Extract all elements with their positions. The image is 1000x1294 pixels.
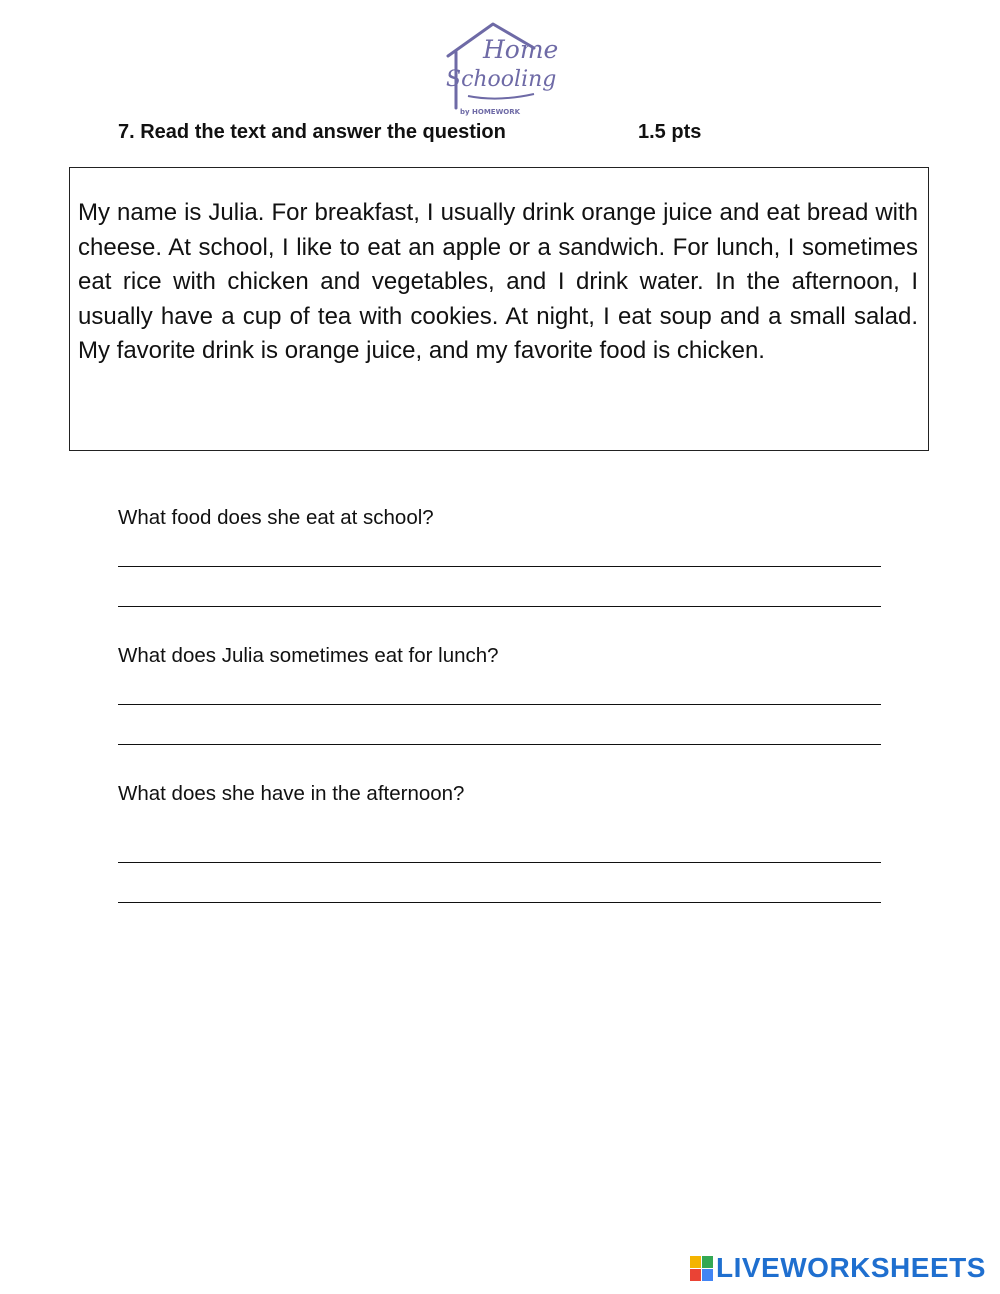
- answer-line-2a[interactable]: [118, 704, 881, 705]
- liveworksheets-logo: [690, 1253, 990, 1285]
- answer-line-2b[interactable]: [118, 744, 881, 745]
- reading-passage: My name is Julia. For breakfast, I usually drink orange juice and eat bread with cheese. At school, I like to eat an apple or a sandwich. For lunch, I sometimes eat rice with chicken and vegetables, and I drink water. In the afternoon, I usually have a cup of tea with cookies. At night, I eat soup and a small salad. My favorite drink is orange juice, and my favorite food is chicken.: [78, 199, 918, 365]
- answer-line-1a[interactable]: [118, 566, 881, 567]
- question-3: What does she have in the afternoon?: [118, 782, 465, 805]
- question-1: What food does she eat at school?: [118, 506, 434, 529]
- exercise-heading: [118, 119, 758, 145]
- answer-line-1b[interactable]: [118, 606, 881, 607]
- exercise-points: 1.5 pts: [638, 121, 702, 143]
- liveworksheets-brand: LIVEWORKSHEETS: [716, 1252, 986, 1283]
- answer-line-3b[interactable]: [118, 902, 881, 903]
- question-2: What does Julia sometimes eat for lunch?: [118, 644, 499, 667]
- logo-text-schooling: Schooling: [446, 67, 557, 92]
- liveworksheets-badge-icon: [690, 1256, 714, 1282]
- logo-text-home: Home: [483, 35, 558, 64]
- reading-passage-box: [69, 167, 929, 451]
- answer-line-3a[interactable]: [118, 862, 881, 863]
- logo-tagline: by HOMEWORK: [460, 108, 521, 116]
- homeschooling-logo: [438, 16, 558, 124]
- exercise-title: 7. Read the text and answer the question: [118, 121, 506, 143]
